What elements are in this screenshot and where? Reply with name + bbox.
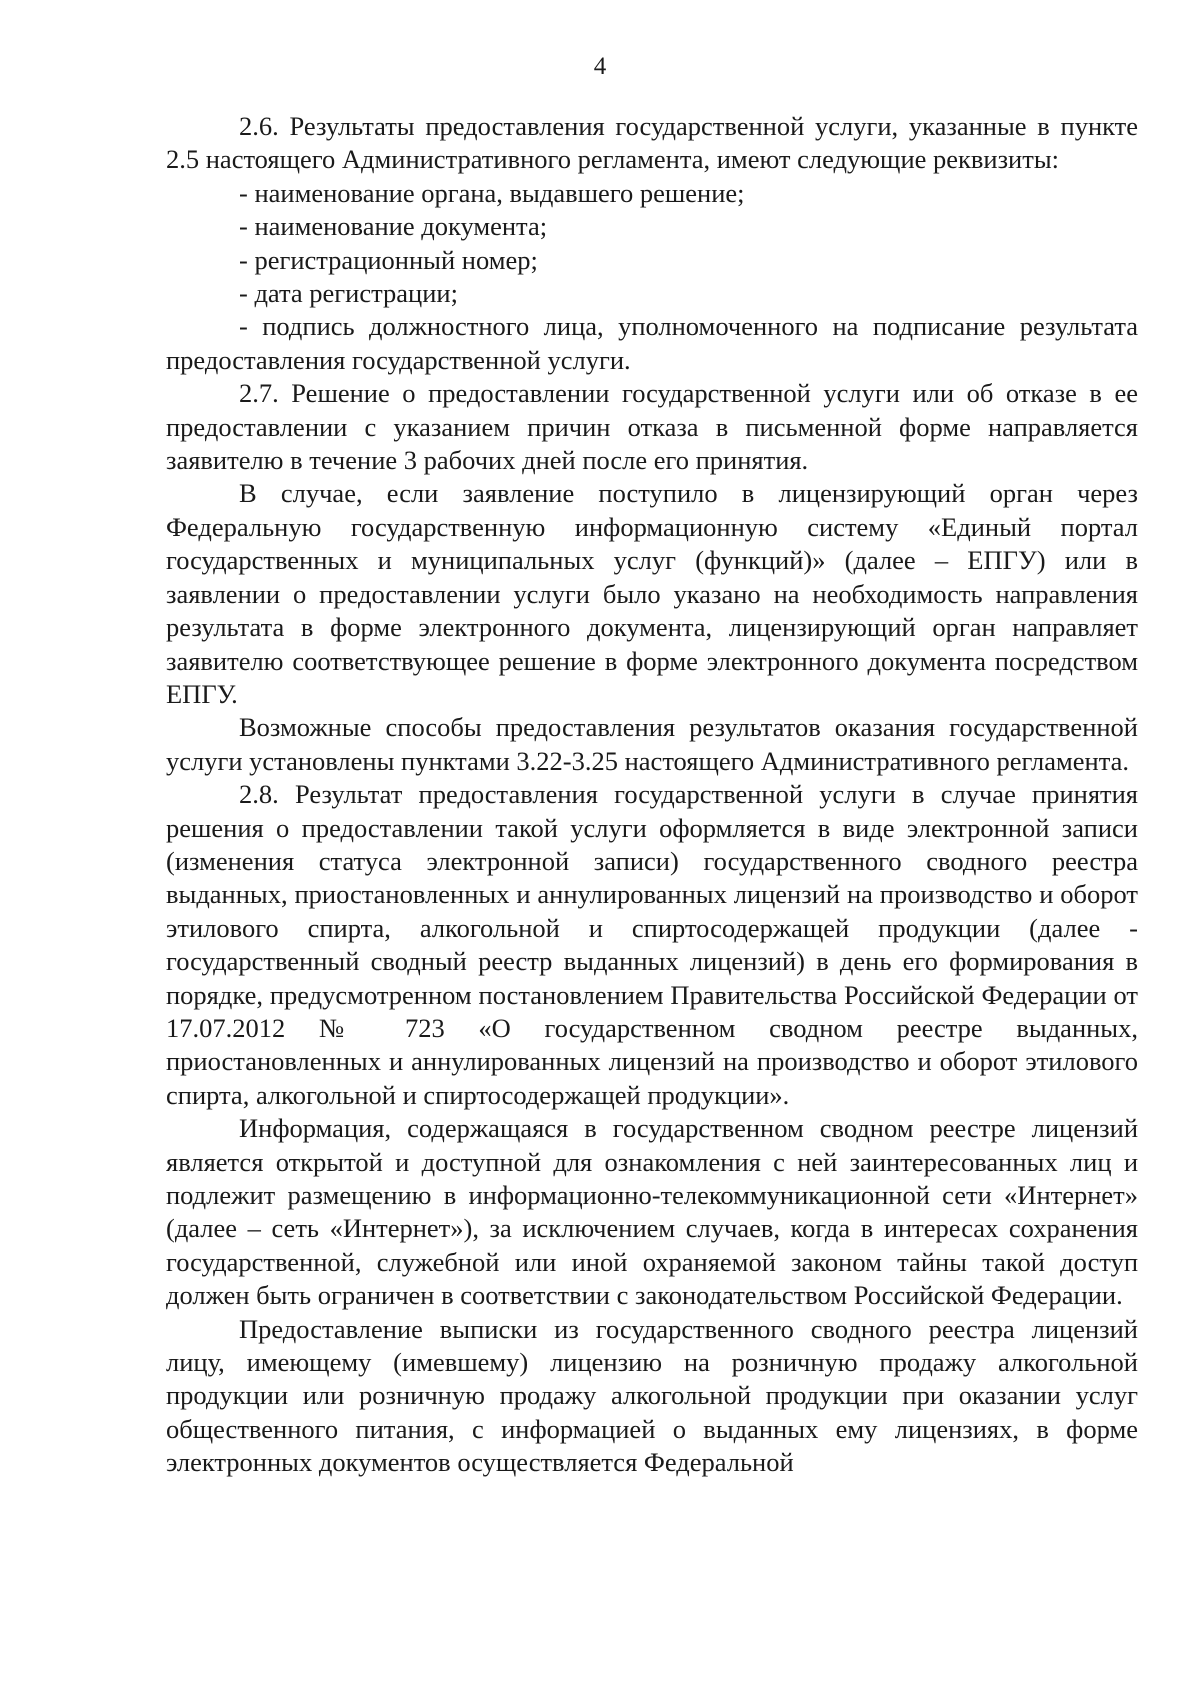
- paragraph-2-6: 2.6. Результаты предоставления государственной услуги, указанные в пункте 2.5 настоящего Административного регламента, имеют следующие реквизиты:: [166, 111, 1138, 175]
- paragraph-epgu-case: В случае, если заявление поступило в лицензирующий орган через Федеральную государственную информационную систему «Единый портал государственных и муниципальных услуг (функций)» (далее – ЕПГУ) или в заявлении о предоставлении услуги было указано на необходимость направления результата в форме электронного документа, лицензирующий орган направляет заявителю соответствующее решение в форме электронного документа посредством ЕПГУ.: [166, 478, 1138, 709]
- list-item-registration-date: - дата регистрации;: [239, 278, 458, 309]
- page-number: 4: [593, 53, 607, 80]
- list-item-authority-name: - наименование органа, выдавшего решение;: [239, 177, 745, 208]
- list-item-document-name: - наименование документа;: [239, 211, 548, 242]
- paragraph-2-8: 2.8. Результат предоставления государственной услуги в случае принятия решения о предоставлении такой услуги оформляется в виде электронной записи (изменения статуса электронной записи) государственного сводного реестра выданных, приостановленных и аннулированных лицензий на производство и оборот этилового спирта, алкогольной и спиртосодержащей продукции (далее - государственный сводный реестр выданных лицензий) в день его формирования в порядке, предусмотренном постановлением Правительства Российской Федерации от 17.07.2012 № 723 «О государственном сводном реестре выданных, приостановленных и аннулированных лицензий на производство и оборот этилового спирта, алкогольной и спиртосодержащей продукции».: [166, 779, 1138, 1110]
- document-body: [166, 110, 1138, 1480]
- paragraph-2-7: 2.7. Решение о предоставлении государственной услуги или об отказе в ее предоставлении с указанием причин отказа в письменной форме направляется заявителю в течение 3 рабочих дней после его принятия.: [166, 378, 1138, 476]
- list-item-registration-number: - регистрационный номер;: [239, 244, 538, 275]
- paragraph-registry-extract: Предоставление выписки из государственного сводного реестра лицензий лицу, имеющему (имевшему) лицензию на розничную продажу алкогольной продукции или розничную продажу алкогольной продукции при оказании услуг общественного питания, с информацией о выданных ему лицензиях, в форме электронных документов осуществляется Федеральной: [166, 1313, 1138, 1478]
- paragraph-result-methods: Возможные способы предоставления результатов оказания государственной услуги установлены пунктами 3.22-3.25 настоящего Административного регламента.: [166, 712, 1138, 776]
- paragraph-registry-info: Информация, содержащаяся в государственном сводном реестре лицензий является открытой и доступной для ознакомления с ней заинтересованных лиц и подлежит размещению в информационно-телекоммуникационной сети «Интернет» (далее – сеть «Интернет»), за исключением случаев, когда в интересах сохранения государственной, служебной или иной охраняемой законом тайны такой доступ должен быть ограничен в соответствии с законодательством Российской Федерации.: [166, 1113, 1138, 1311]
- list-item-signature: - подпись должностного лица, уполномоченного на подписание результата предоставления государственной услуги.: [166, 311, 1138, 375]
